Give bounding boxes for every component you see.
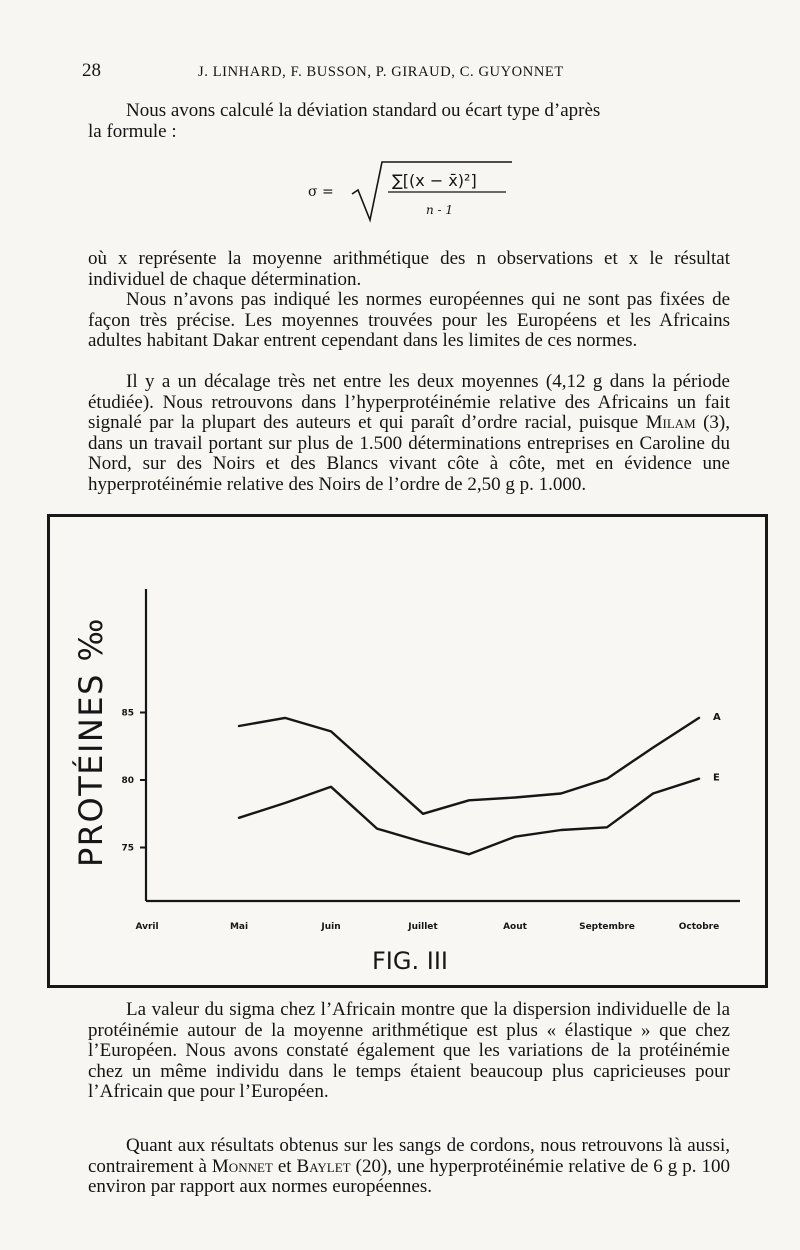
page-number: 28 [82,60,101,81]
x-tick-label: Septembre [579,922,635,932]
paragraph-4: La valeur du sigma chez l’Africain montre que la dispersion individuelle de la protéinémie autour de la moyenne arithmétique est plus « élastique » que chez l’Européen. Nous avons constaté également que les variations de la protéinémie chez un même individu dans le temps étaient beaucoup plus capricieuses pour l’Africain que pour l’Européen. [88,999,730,1103]
author-milam: Milam [645,412,696,434]
intro-line-2: la formule : [88,121,177,142]
x-tick-label: Octobre [678,922,720,932]
x-tick-label: Avril [135,922,159,932]
intro-line-1: Nous avons calculé la déviation standard ou écart type d’après [126,100,601,121]
series-line-e [239,779,699,855]
paragraph-3: Il y a un décalage très net entre les deux moyennes (4,12 g dans la période étudiée). Nous retrouvons dans l’hyperprotéinémie relative des Africains un fait signalé par la plupart des auteurs et qui paraît d’ordre racial, puisque Milam (3), dans un travail portant sur plus de 1.500 déterminations entreprises en Caroline du Nord, sur des Noirs et des Blancs vivant côte à côte, met en évidence une hyperprotéinémie relative des Noirs de l’ordre de 2,50 g p. 1.000. [88,371,731,495]
y-axis-label: PROTÉINES ‰ [72,617,110,867]
formula-sigma: σ = [308,184,334,200]
paragraph-2: Nous n’avons pas indiqué les normes européennes qui ne sont pas fixées de façon très précise. Les moyennes trouvées pour les Européens et les Africains adultes habitant Dakar entrent cependant dans les limites de ces normes. [88,289,730,352]
running-header [0,58,800,88]
series-label-a: A [713,711,721,723]
figure-3 [47,514,768,988]
sigma-formula [306,160,516,228]
header-authors: J. LINHARD, F. BUSSON, P. GIRAUD, C. GUYONNET [198,64,564,80]
y-tick-label: 80 [121,776,134,786]
series-line-a [239,718,699,814]
series-label-e: E [713,772,720,784]
x-tick-label: Mai [229,922,249,932]
author-monnet: Monnet [211,1155,273,1177]
figure-caption: FIG. III [372,947,448,975]
author-baylet: Baylet [296,1155,351,1177]
y-tick-label: 85 [121,708,134,719]
x-tick-label: Juillet [408,922,438,932]
formula-numerator: ∑[(x − x̄)²] [392,171,477,190]
y-tick-label: 75 [121,843,134,854]
paragraph-1: où x représente la moyenne arithmétique des n observations et x le résultat individuel de chaque détermination. [88,248,730,290]
x-tick-label: Juin [321,922,341,932]
paragraph-5: Quant aux résultats obtenus sur les sangs de cordons, nous retrouvons là aussi, contrairement à Monnet et Baylet (20), une hyperprotéinémie relative de 6 g p. 100 environ par rapport aux normes européennes. [88,1135,730,1198]
x-tick-label: Aout [503,922,527,932]
protein-chart [50,517,765,985]
formula-denominator: n - 1 [426,203,454,217]
